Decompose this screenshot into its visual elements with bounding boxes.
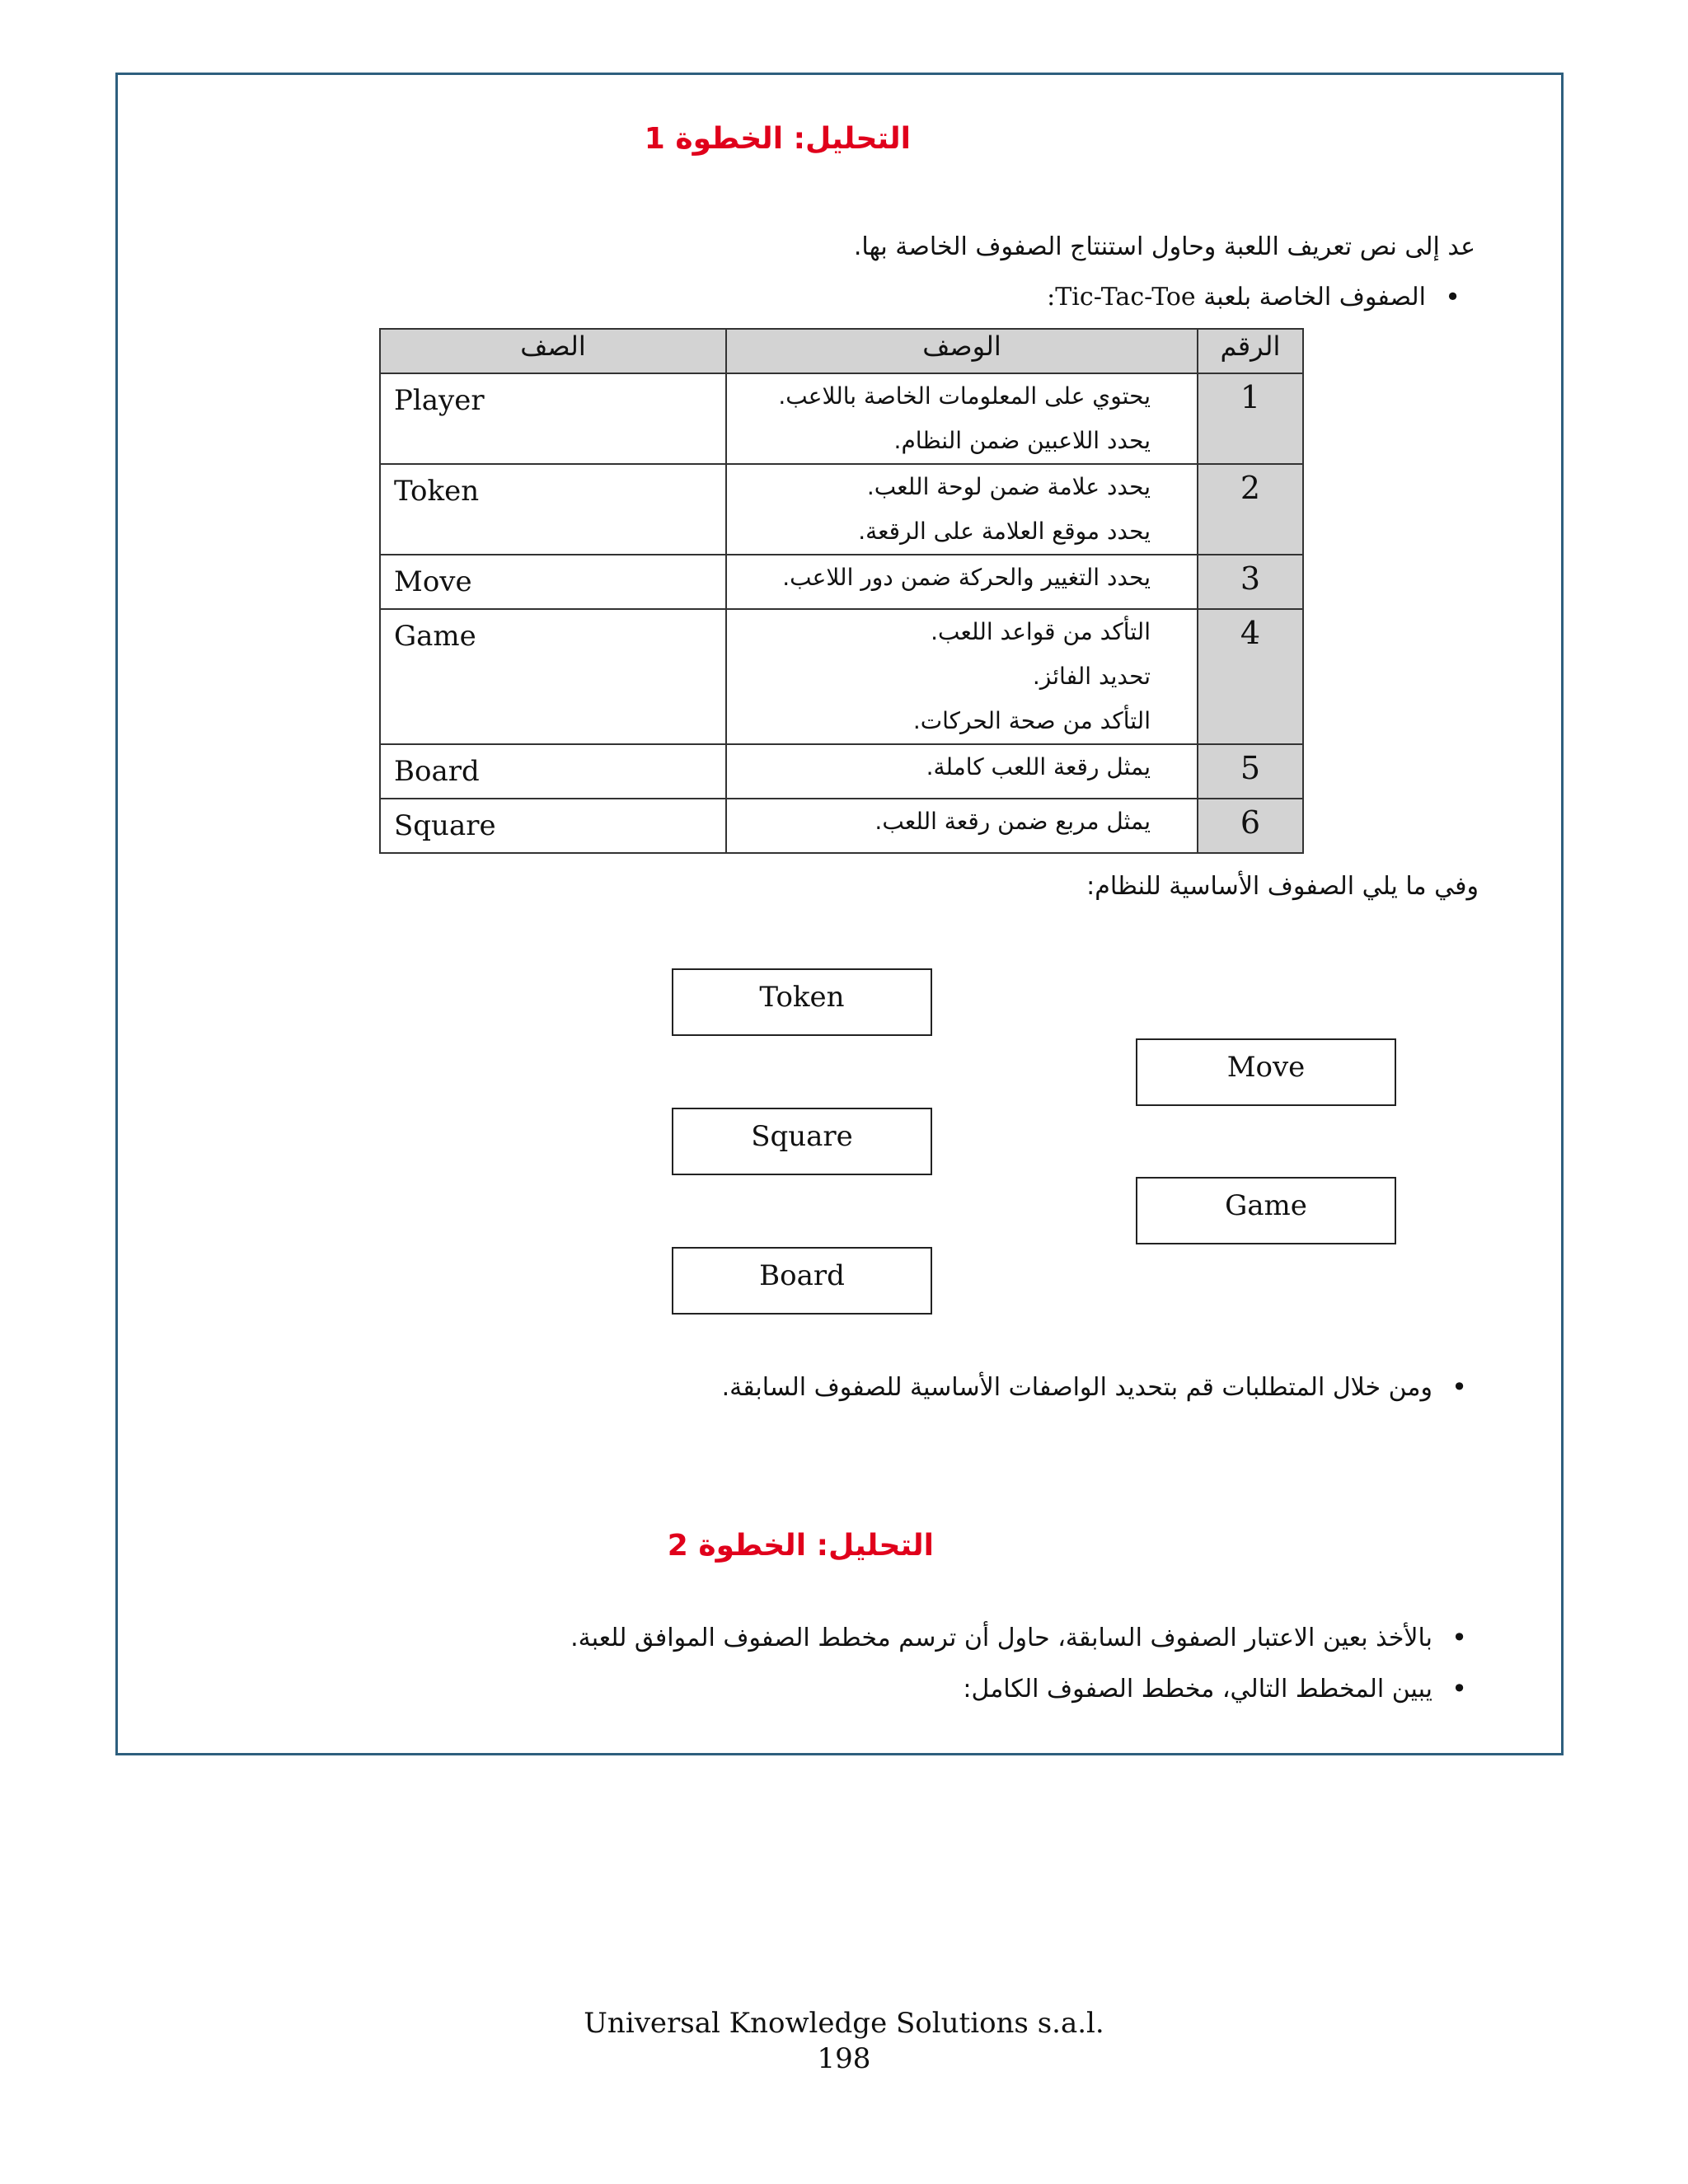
description-line: يحتوي على المعلومات الخاصة باللاعب. — [778, 382, 1151, 410]
attributes-bullet: ومن خلال المتطلبات قم بتحديد الواصفات الأساسية للصفوف السابقة. • — [722, 1373, 1432, 1402]
description-cell — [726, 609, 1198, 744]
description-cell — [726, 744, 1198, 799]
class-name-cell: Move — [380, 555, 726, 609]
class-name-cell: Game — [380, 609, 726, 744]
description-line: يحدد علامة ضمن لوحة اللعب. — [866, 473, 1151, 500]
description-cell — [726, 464, 1198, 555]
table-header-row — [380, 329, 1303, 373]
header-class: الصف — [380, 329, 726, 373]
table-row — [380, 744, 1303, 799]
table-row — [380, 555, 1303, 609]
description-line: يحدد موقع العلامة على الرقعة. — [858, 518, 1151, 545]
class-name-cell: Player — [380, 373, 726, 464]
footer-page-number: 198 — [817, 2042, 871, 2075]
description-cell — [726, 373, 1198, 464]
class-name-cell: Token — [380, 464, 726, 555]
row-number-cell: 5 — [1198, 744, 1303, 799]
description-line: يمثل مربع ضمن رقعة اللعب. — [874, 808, 1151, 835]
description-line: يمثل رقعة اللعب كاملة. — [926, 753, 1151, 780]
step2-bullet-1: بالأخذ بعين الاعتبار الصفوف السابقة، حاول أن ترسم مخطط الصفوف الموافق للعبة. • — [570, 1624, 1432, 1652]
class-box-board: Board — [672, 1247, 932, 1315]
description-line: يحدد التغيير والحركة ضمن دور اللاعب. — [782, 564, 1151, 591]
core-classes-intro: وفي ما يلي الصفوف الأساسية للنظام: — [1086, 872, 1479, 901]
table-row — [380, 609, 1303, 744]
row-number-cell: 6 — [1198, 799, 1303, 853]
classes-bullet: الصفوف الخاصة بلعبة Tic-Tac-Toe: • — [1047, 283, 1426, 312]
content-frame — [115, 73, 1564, 1755]
row-number-cell: 1 — [1198, 373, 1303, 464]
class-box-token: Token — [672, 968, 932, 1036]
table-row — [380, 464, 1303, 555]
description-line: تحديد الفائز. — [1032, 663, 1151, 690]
step2-bullet-2: يبين المخطط التالي، مخطط الصفوف الكامل: • — [963, 1675, 1432, 1704]
step2-heading: التحليل: الخطوة 2 — [667, 1529, 934, 1563]
class-name-cell: Square — [380, 799, 726, 853]
row-number-cell: 4 — [1198, 609, 1303, 744]
description-cell — [726, 799, 1198, 853]
class-box-game: Game — [1136, 1177, 1396, 1244]
class-box-square: Square — [672, 1108, 932, 1175]
header-description: الوصف — [726, 329, 1198, 373]
header-number: الرقم — [1198, 329, 1303, 373]
description-line: التأكد من صحة الحركات. — [912, 707, 1151, 734]
class-box-move: Move — [1136, 1038, 1396, 1106]
classes-table — [379, 328, 1304, 854]
row-number-cell: 2 — [1198, 464, 1303, 555]
description-cell — [726, 555, 1198, 609]
row-number-cell: 3 — [1198, 555, 1303, 609]
table-row — [380, 373, 1303, 464]
step1-heading: التحليل: الخطوة 1 — [644, 122, 911, 156]
description-line: التأكد من قواعد اللعب. — [931, 618, 1151, 645]
table-row — [380, 799, 1303, 853]
footer-publisher: Universal Knowledge Solutions s.a.l. — [584, 2007, 1104, 2040]
step1-intro: عد إلى نص تعريف اللعبة وحاول استنتاج الصفوف الخاصة بها. — [853, 232, 1475, 261]
class-name-cell: Board — [380, 744, 726, 799]
description-line: يحدد اللاعبين ضمن النظام. — [893, 427, 1151, 454]
